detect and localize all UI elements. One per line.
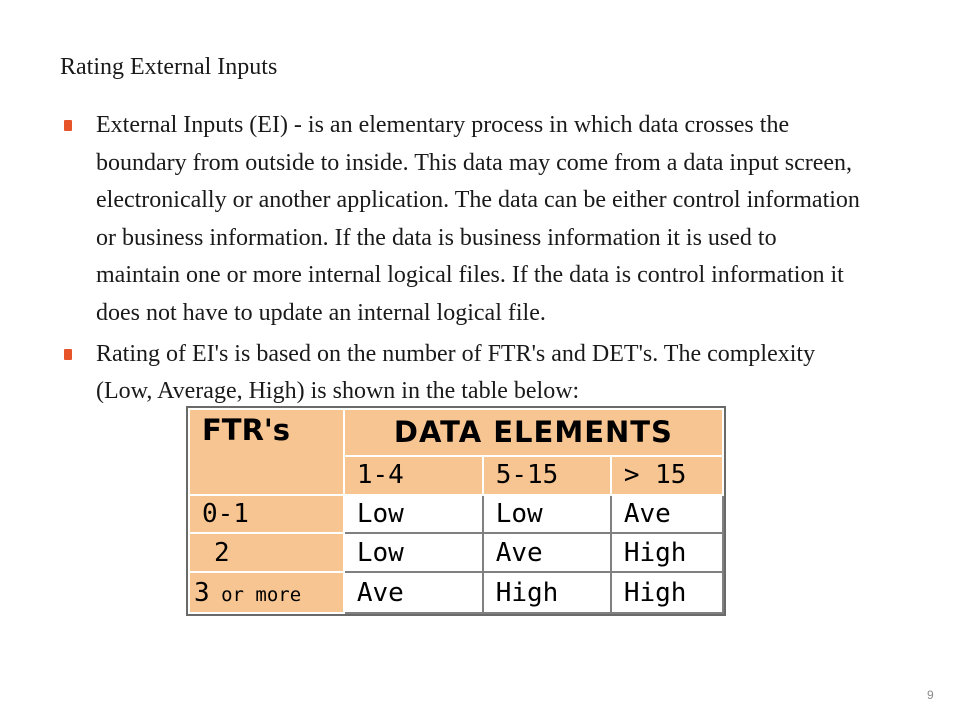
bullet-text: Rating of EI's is based on the number of FTR's and DET's. The complexity (Low, Average, High) is shown in the table below: [96,340,816,405]
slide-title: Rating External Inputs [60,54,278,80]
ftr-range-label: 0-1 [189,495,344,534]
complexity-rating-table [186,406,726,616]
complexity-cell: High [611,533,723,572]
table-row [189,572,723,613]
table-row [189,495,723,534]
det-range-header: 1-4 [344,456,483,495]
complexity-cell: High [611,572,723,613]
bullet-marker-icon [64,120,72,131]
complexity-cell: Low [344,533,483,572]
complexity-cell: Ave [483,533,611,572]
table-row [189,533,723,572]
ftr-range-label [189,572,344,613]
complexity-cell: Ave [611,495,723,534]
bullet-marker-icon [64,349,72,360]
complexity-cell: High [483,572,611,613]
bullet-item [64,107,864,333]
ftr-range-label-number: 3 [194,577,210,608]
bullet-text: External Inputs (EI) - is an elementary process in which data crosses the boundary from outside to inside. This data may come from a data input screen, electronically or another application. The data can be either control information or business information. If the data is business information it is used to maintain one or more internal logical files. If the data is control information it does not have to update an internal logical file. [96,112,860,326]
bullet-list [64,107,864,411]
det-range-header: 5-15 [483,456,611,495]
bullet-item [64,336,864,411]
ftr-column-header: FTR's [189,409,344,495]
ftr-range-label-suffix: or more [209,583,302,606]
ftr-range-label: 2 [189,533,344,572]
complexity-cell: Ave [344,572,483,613]
det-range-header: > 15 [611,456,723,495]
data-elements-header: DATA ELEMENTS [344,409,723,456]
page-number: 9 [927,688,934,702]
complexity-cell: Low [344,495,483,534]
complexity-cell: Low [483,495,611,534]
